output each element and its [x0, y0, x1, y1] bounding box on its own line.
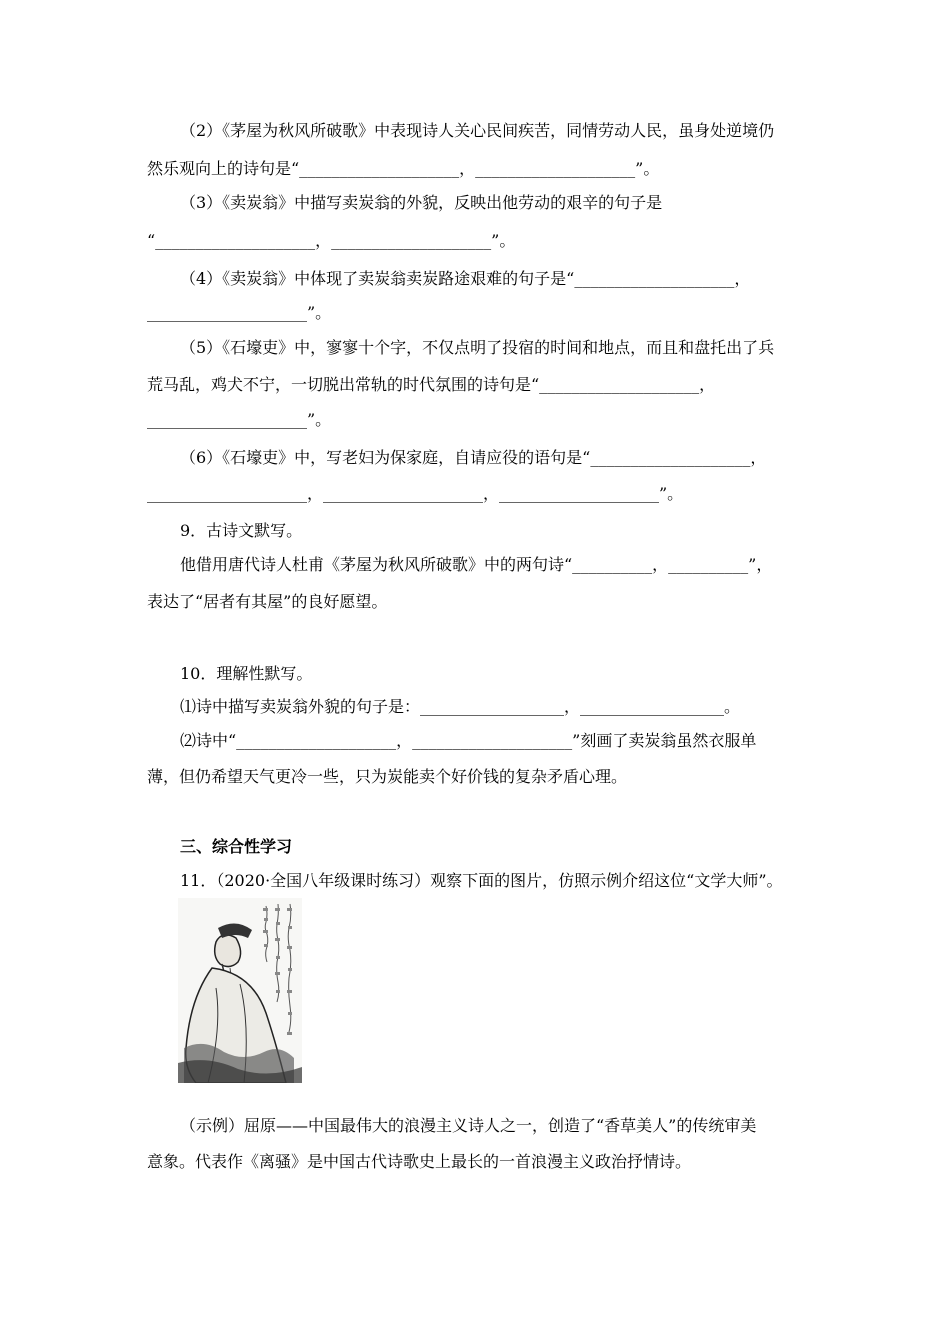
q8-item3-line2: “____________________，____________________”。 — [147, 231, 516, 250]
q10-item1: ⑴诗中描写卖炭翁外貌的句子是：__________________，__________________。 — [180, 697, 741, 716]
q8-item5-line1: （5）《石壕吏》中，寥寥十个字，不仅点明了投宿的时间和地点，而且和盘托出了兵 — [180, 338, 775, 357]
q8-item2-line1: （2）《茅屋为秋风所破歌》中表现诗人关心民间疾苦，同情劳动人民，虽身处逆境仍 — [180, 121, 775, 140]
q8-item2-line2: 然乐观向上的诗句是“____________________，____________________”。 — [147, 159, 660, 178]
q11-heading: 11．（2020·全国八年级课时练习）观察下面的图片，仿照示例介绍这位“文学大师”。 — [180, 871, 783, 890]
q8-item5-line2: 荒马乱，鸡犬不宁，一切脱出常轨的时代氛围的诗句是“____________________， — [147, 375, 716, 394]
q8-item6-line1: （6）《石壕吏》中，写老妇为保家庭，自请应役的语句是“____________________， — [180, 448, 767, 467]
q8-item4-line2: ____________________”。 — [147, 303, 332, 322]
q9-line2: 表达了“居者有其屋”的良好愿望。 — [147, 592, 388, 611]
q9-line1: 他借用唐代诗人杜甫《茅屋为秋风所破歌》中的两句诗“__________，__________”， — [180, 555, 773, 574]
section3-heading: 三、综合性学习 — [180, 837, 293, 856]
q9-heading: 9．古诗文默写。 — [180, 521, 303, 540]
q8-item5-line3: ____________________”。 — [147, 410, 332, 429]
q11-example-line2: 意象。代表作《离骚》是中国古代诗歌史上最长的一首浪漫主义政治抒情诗。 — [147, 1152, 692, 1171]
q8-item4-line1: （4）《卖炭翁》中体现了卖炭翁卖炭路途艰难的句子是“____________________， — [180, 269, 751, 288]
du-fu-portrait-image — [178, 898, 302, 1083]
q8-item6-line2: ____________________，____________________，____________________”。 — [147, 484, 684, 503]
q10-item2-line1: ⑵诗中“____________________，____________________”刻画了卖炭翁虽然衣服单 — [180, 731, 757, 750]
q11-example-line1: （示例）屈原——中国最伟大的浪漫主义诗人之一，创造了“香草美人”的传统审美 — [180, 1116, 757, 1135]
q10-heading: 10．理解性默写。 — [180, 664, 313, 683]
q8-item3-line1: （3）《卖炭翁》中描写卖炭翁的外貌，反映出他劳动的艰辛的句子是 — [180, 193, 663, 212]
q10-item2-line2: 薄，但仍希望天气更冷一些，只为炭能卖个好价钱的复杂矛盾心理。 — [147, 767, 628, 786]
